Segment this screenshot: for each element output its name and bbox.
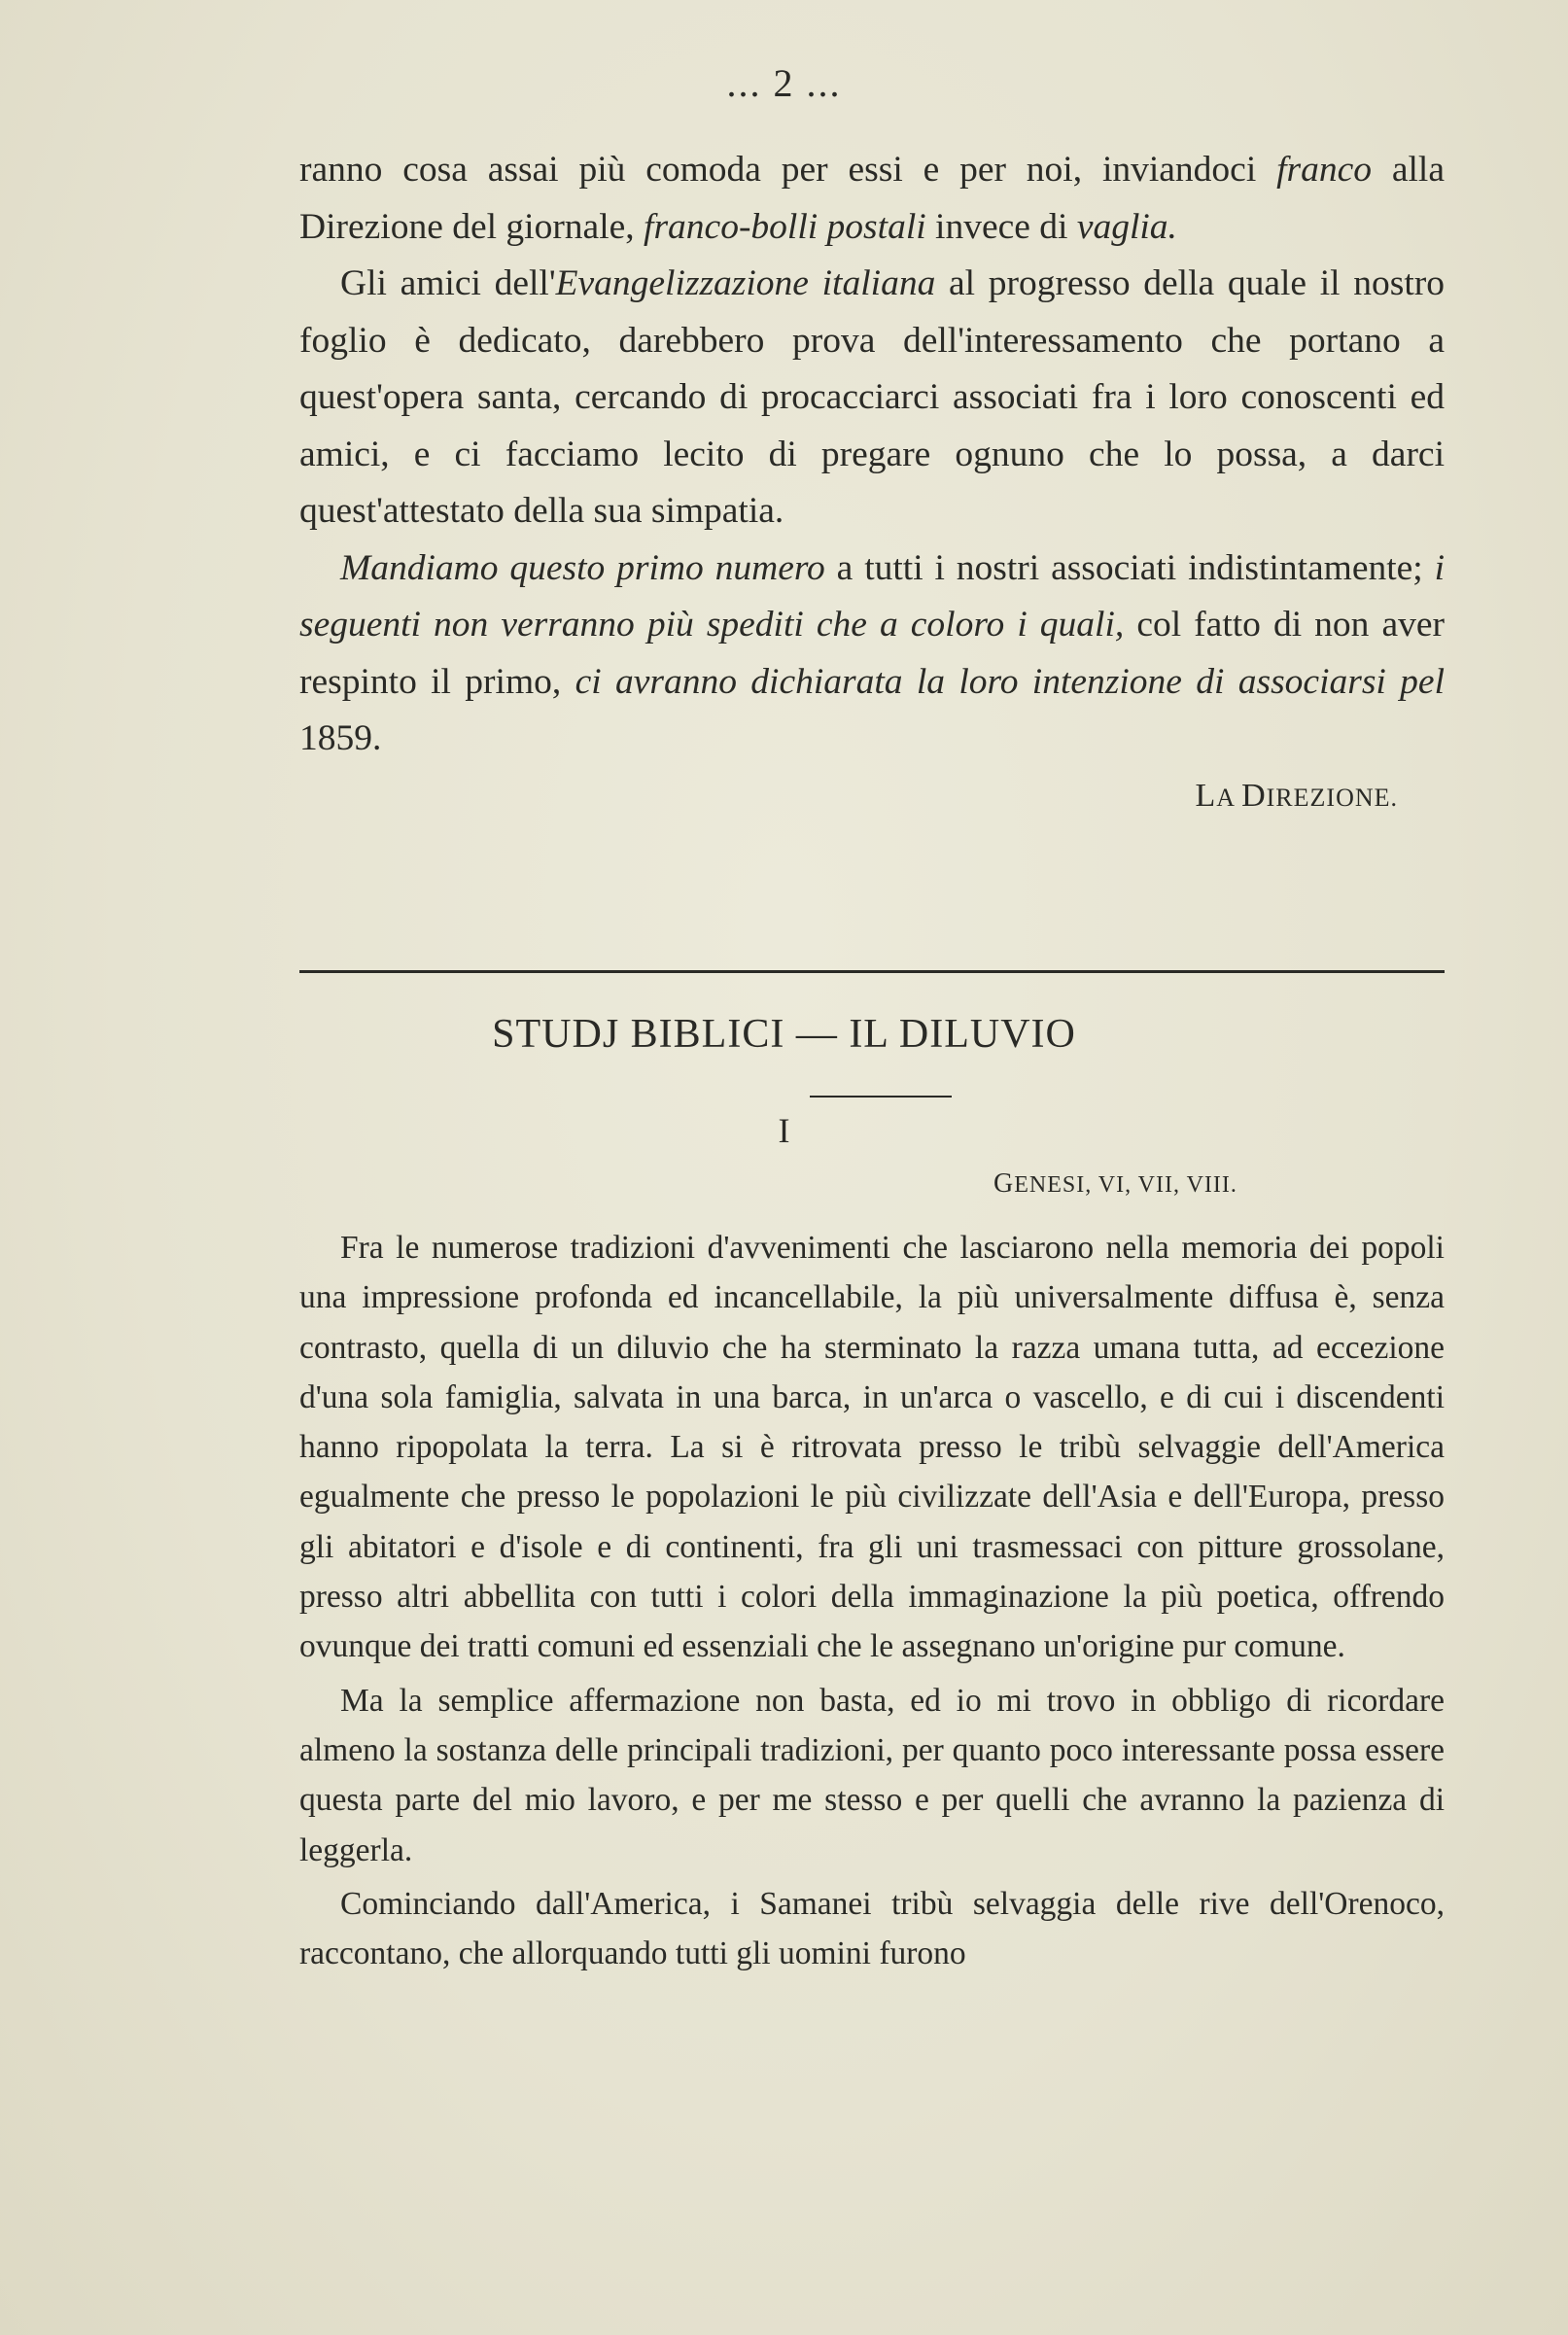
- text-run: ranno cosa assai più comoda per essi e per noi, inviandoci: [299, 150, 1277, 190]
- text-run: al progresso della quale il nostro foglio è dedicato, darebbero prova dell'interessamento che portano a quest'opera santa, cercando di procacciarci associati fra i loro conoscenti ed amici, e ci facciamo lecito di pregare ognuno che lo possa, a darci quest'attestato della sua simpatia.: [299, 263, 1445, 531]
- article-title: STUDJ BIBLICI — IL DILUVIO: [492, 1012, 1076, 1057]
- ref-smallcaps: ENESI, VI, VII, VIII.: [1014, 1172, 1237, 1198]
- text-run: invece di: [925, 206, 1077, 247]
- text-run: Gli amici dell': [340, 263, 556, 303]
- ref-cap: G: [993, 1168, 1015, 1199]
- page-number: ... 2 ...: [726, 61, 842, 105]
- signature-cap: D: [1241, 777, 1267, 814]
- text-run: 1859.: [299, 718, 382, 758]
- article-paragraph: Cominciando dall'America, i Samanei tribù selvaggia delle rive dell'Orenoco, raccontano, che allorquando tutti gli uomini furono: [299, 1885, 1445, 1972]
- italic-run: franco-bolli postali: [644, 206, 926, 247]
- signature-smallcaps: A: [1216, 783, 1242, 812]
- signature-cap: L: [1195, 777, 1217, 814]
- intro-paragraph-2: [299, 256, 1445, 540]
- intro-paragraph-1: [299, 142, 1445, 256]
- italic-run: Evangelizzazione italiana: [555, 263, 936, 303]
- italic-run: i seguenti non verranno più spediti che a coloro i quali,: [299, 547, 1445, 645]
- text-run: col fatto di non aver respinto il primo,: [299, 605, 1445, 702]
- article-paragraph: Ma la semplice affermazione non basta, ed io mi trovo in obbligo di ricordare almeno la sostanza delle principali tradizioni, per quanto poco interessante possa essere questa parte del mio lavoro, e per me stesso e per quelli che avranno la pazienza di leggerla.: [299, 1682, 1445, 1868]
- italic-run: Mandiamo questo primo numero: [340, 547, 825, 588]
- article-paragraph: Fra le numerose tradizioni d'avvenimenti che lasciarono nella memoria dei popoli una impressione profonda ed incancellabile, la più universalmente diffusa è, senza contrasto, quella di un diluvio che ha sterminato la razza umana tutta, ad eccezione d'una sola famiglia, salvata in una barca, in un'arca o vascello, e di cui i discendenti hanno ripopolata la terra. La si è ritrovata presso le tribù selvaggie dell'America egualmente che presso le popolazioni le più civilizzate dell'Asia e dell'Europa, presso gli abitatori e d'isole e di continenti, fra gli uni trasmessaci con pitture grossolane, presso altri abbellita con tutti i colori della immaginazione la più poetica, offrendo ovunque dei tratti comuni ed essenziali che le assegnano un'origine pur comune.: [299, 1230, 1445, 1665]
- italic-run: vaglia.: [1076, 206, 1177, 247]
- title-underline: [810, 1096, 952, 1098]
- italic-run: franco: [1276, 150, 1373, 190]
- scripture-reference: [993, 1168, 1237, 1200]
- intro-section: [299, 142, 1445, 826]
- article-body: [299, 1223, 1445, 1978]
- italic-run: ci avranno dichiarata la loro intenzione di associarsi pel: [575, 661, 1445, 702]
- section-divider: [299, 970, 1445, 973]
- signature-smallcaps: IREZIONE.: [1266, 783, 1398, 812]
- intro-paragraph-3: [299, 540, 1445, 768]
- signature: [299, 768, 1445, 827]
- section-number: I: [778, 1111, 790, 1150]
- text-run: a tutti i nostri associati indistintamente;: [824, 547, 1435, 588]
- text-run: alla Direzione del giornale,: [299, 150, 1445, 247]
